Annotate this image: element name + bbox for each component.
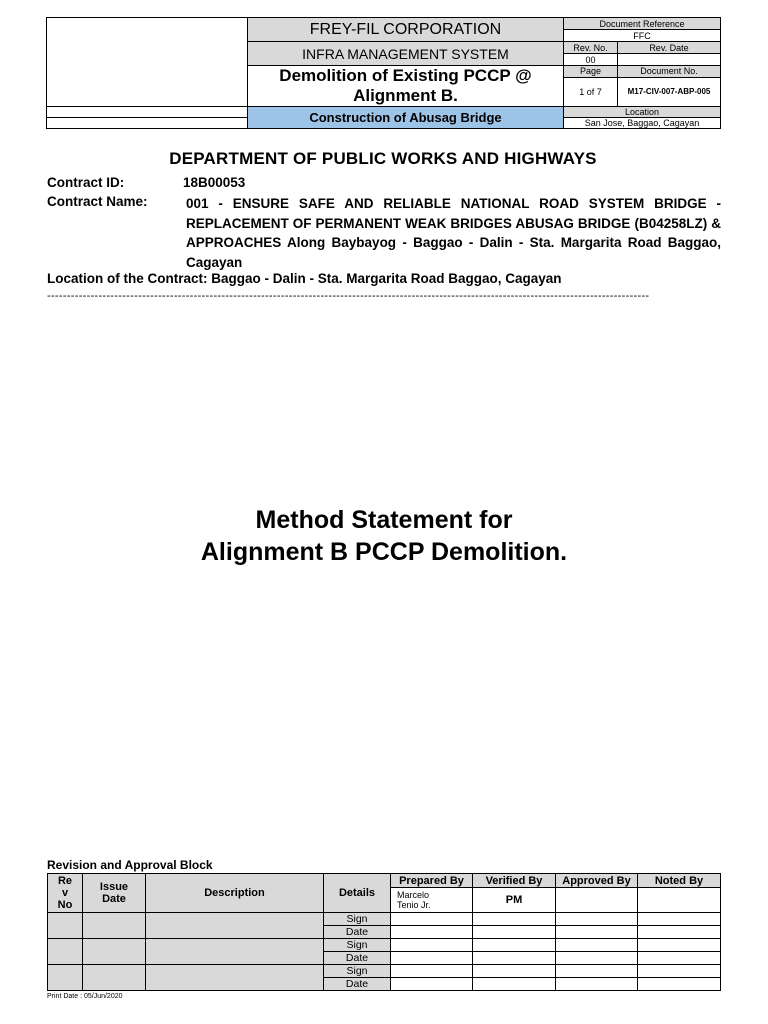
noted-date-cell — [638, 926, 721, 939]
location-label: Location — [564, 107, 721, 118]
rev-date-value — [618, 54, 721, 66]
prepared-date-cell — [391, 952, 473, 965]
issue-date-cell — [83, 913, 146, 939]
approved-sign-cell — [556, 965, 638, 978]
contract-name-label: Contract Name: — [47, 194, 148, 209]
contract-location: Location of the Contract: Baggao - Dalin - Sta. Margarita Road Baggao, Cagayan — [47, 271, 562, 286]
header-verified-by: Verified By — [473, 874, 556, 888]
header-rev-no: Re v No — [48, 874, 83, 913]
description-cell — [146, 965, 324, 991]
company-name: FREY-FIL CORPORATION — [248, 18, 564, 42]
project-name: Construction of Abusag Bridge — [248, 107, 564, 129]
verifier-name: PM — [473, 888, 556, 913]
print-date: Print Date : 05/Jun/2020 — [47, 993, 123, 1000]
verified-date-cell — [473, 978, 556, 991]
noted-sign-cell — [638, 965, 721, 978]
logo-area-bottom-2 — [47, 118, 248, 129]
document-title-line1: Demolition of Existing PCCP @ — [279, 66, 532, 85]
table-row — [48, 939, 721, 952]
header-details: Details — [324, 874, 391, 913]
page-value: 1 of 7 — [564, 77, 618, 106]
date-label: Date — [324, 978, 391, 991]
header-issue-date: Issue Date — [83, 874, 146, 913]
rev-date-label: Rev. Date — [618, 42, 721, 54]
rev-cell — [48, 913, 83, 939]
date-label: Date — [324, 926, 391, 939]
logo-area — [47, 18, 248, 107]
document-title — [248, 66, 564, 107]
document-title-line2: Alignment B. — [353, 86, 458, 105]
verified-sign-cell — [473, 913, 556, 926]
sign-label: Sign — [324, 913, 391, 926]
prepared-date-cell — [391, 926, 473, 939]
table-row — [48, 913, 721, 926]
revision-block-caption: Revision and Approval Block — [47, 858, 213, 872]
noted-sign-cell — [638, 939, 721, 952]
system-name: INFRA MANAGEMENT SYSTEM — [248, 42, 564, 66]
approved-date-cell — [556, 952, 638, 965]
approver-name — [556, 888, 638, 913]
page-label: Page — [564, 66, 618, 78]
doc-no-value: M17-CIV-007-ABP-005 — [618, 77, 721, 106]
method-statement-title-line1: Method Statement for — [255, 506, 513, 534]
verified-sign-cell — [473, 939, 556, 952]
header-prepared-by: Prepared By — [391, 874, 473, 888]
method-statement-title-line2: Alignment B PCCP Demolition. — [200, 538, 568, 566]
approved-date-cell — [556, 978, 638, 991]
revision-approval-table — [47, 873, 721, 991]
rev-no-label: Rev. No. — [564, 42, 618, 54]
approved-sign-cell — [556, 939, 638, 952]
verified-sign-cell — [473, 965, 556, 978]
separator-line: -------------------------------------------------------------------------------------------------------------------------------------------------------- — [47, 290, 650, 302]
header-approved-by: Approved By — [556, 874, 638, 888]
prepared-date-cell — [391, 978, 473, 991]
doc-no-label: Document No. — [618, 66, 721, 78]
rev-cell — [48, 965, 83, 991]
document-header — [46, 17, 721, 129]
noted-date-cell — [638, 952, 721, 965]
issue-date-cell — [83, 939, 146, 965]
doc-ref-value: FFC — [564, 30, 721, 42]
rev-no-value: 00 — [564, 54, 618, 66]
header-noted-by: Noted By — [638, 874, 721, 888]
description-cell — [146, 913, 324, 939]
rev-cell — [48, 939, 83, 965]
logo-area-bottom — [47, 107, 248, 118]
location-value: San Jose, Baggao, Cagayan — [564, 118, 721, 129]
preparer-name: Marcelo Tenio Jr. — [391, 888, 473, 913]
doc-ref-label: Document Reference — [564, 18, 721, 30]
contract-name-value: 001 - ENSURE SAFE AND RELIABLE NATIONAL ROAD SYSTEM BRIDGE -REPLACEMENT OF PERMANENT WEAK BRIDGES ABUSAG BRIDGE (B04258LZ) & APPROACHES Along Baybayog - Baggao - Dalin - Sta. Margarita Road Baggao, Cagayan — [186, 196, 721, 270]
contract-id-value: 18B00053 — [183, 175, 246, 190]
noter-name — [638, 888, 721, 913]
noted-date-cell — [638, 978, 721, 991]
table-row — [48, 965, 721, 978]
header-description: Description — [146, 874, 324, 913]
verified-date-cell — [473, 926, 556, 939]
description-cell — [146, 939, 324, 965]
method-statement-title — [0, 504, 768, 568]
prepared-sign-cell — [391, 965, 473, 978]
date-label: Date — [324, 952, 391, 965]
sign-label: Sign — [324, 939, 391, 952]
contract-id-label: Contract ID: — [47, 175, 125, 190]
approved-sign-cell — [556, 913, 638, 926]
prepared-sign-cell — [391, 913, 473, 926]
prepared-sign-cell — [391, 939, 473, 952]
noted-sign-cell — [638, 913, 721, 926]
verified-date-cell — [473, 952, 556, 965]
department-heading: DEPARTMENT OF PUBLIC WORKS AND HIGHWAYS — [169, 149, 597, 168]
issue-date-cell — [83, 965, 146, 991]
sign-label: Sign — [324, 965, 391, 978]
approved-date-cell — [556, 926, 638, 939]
